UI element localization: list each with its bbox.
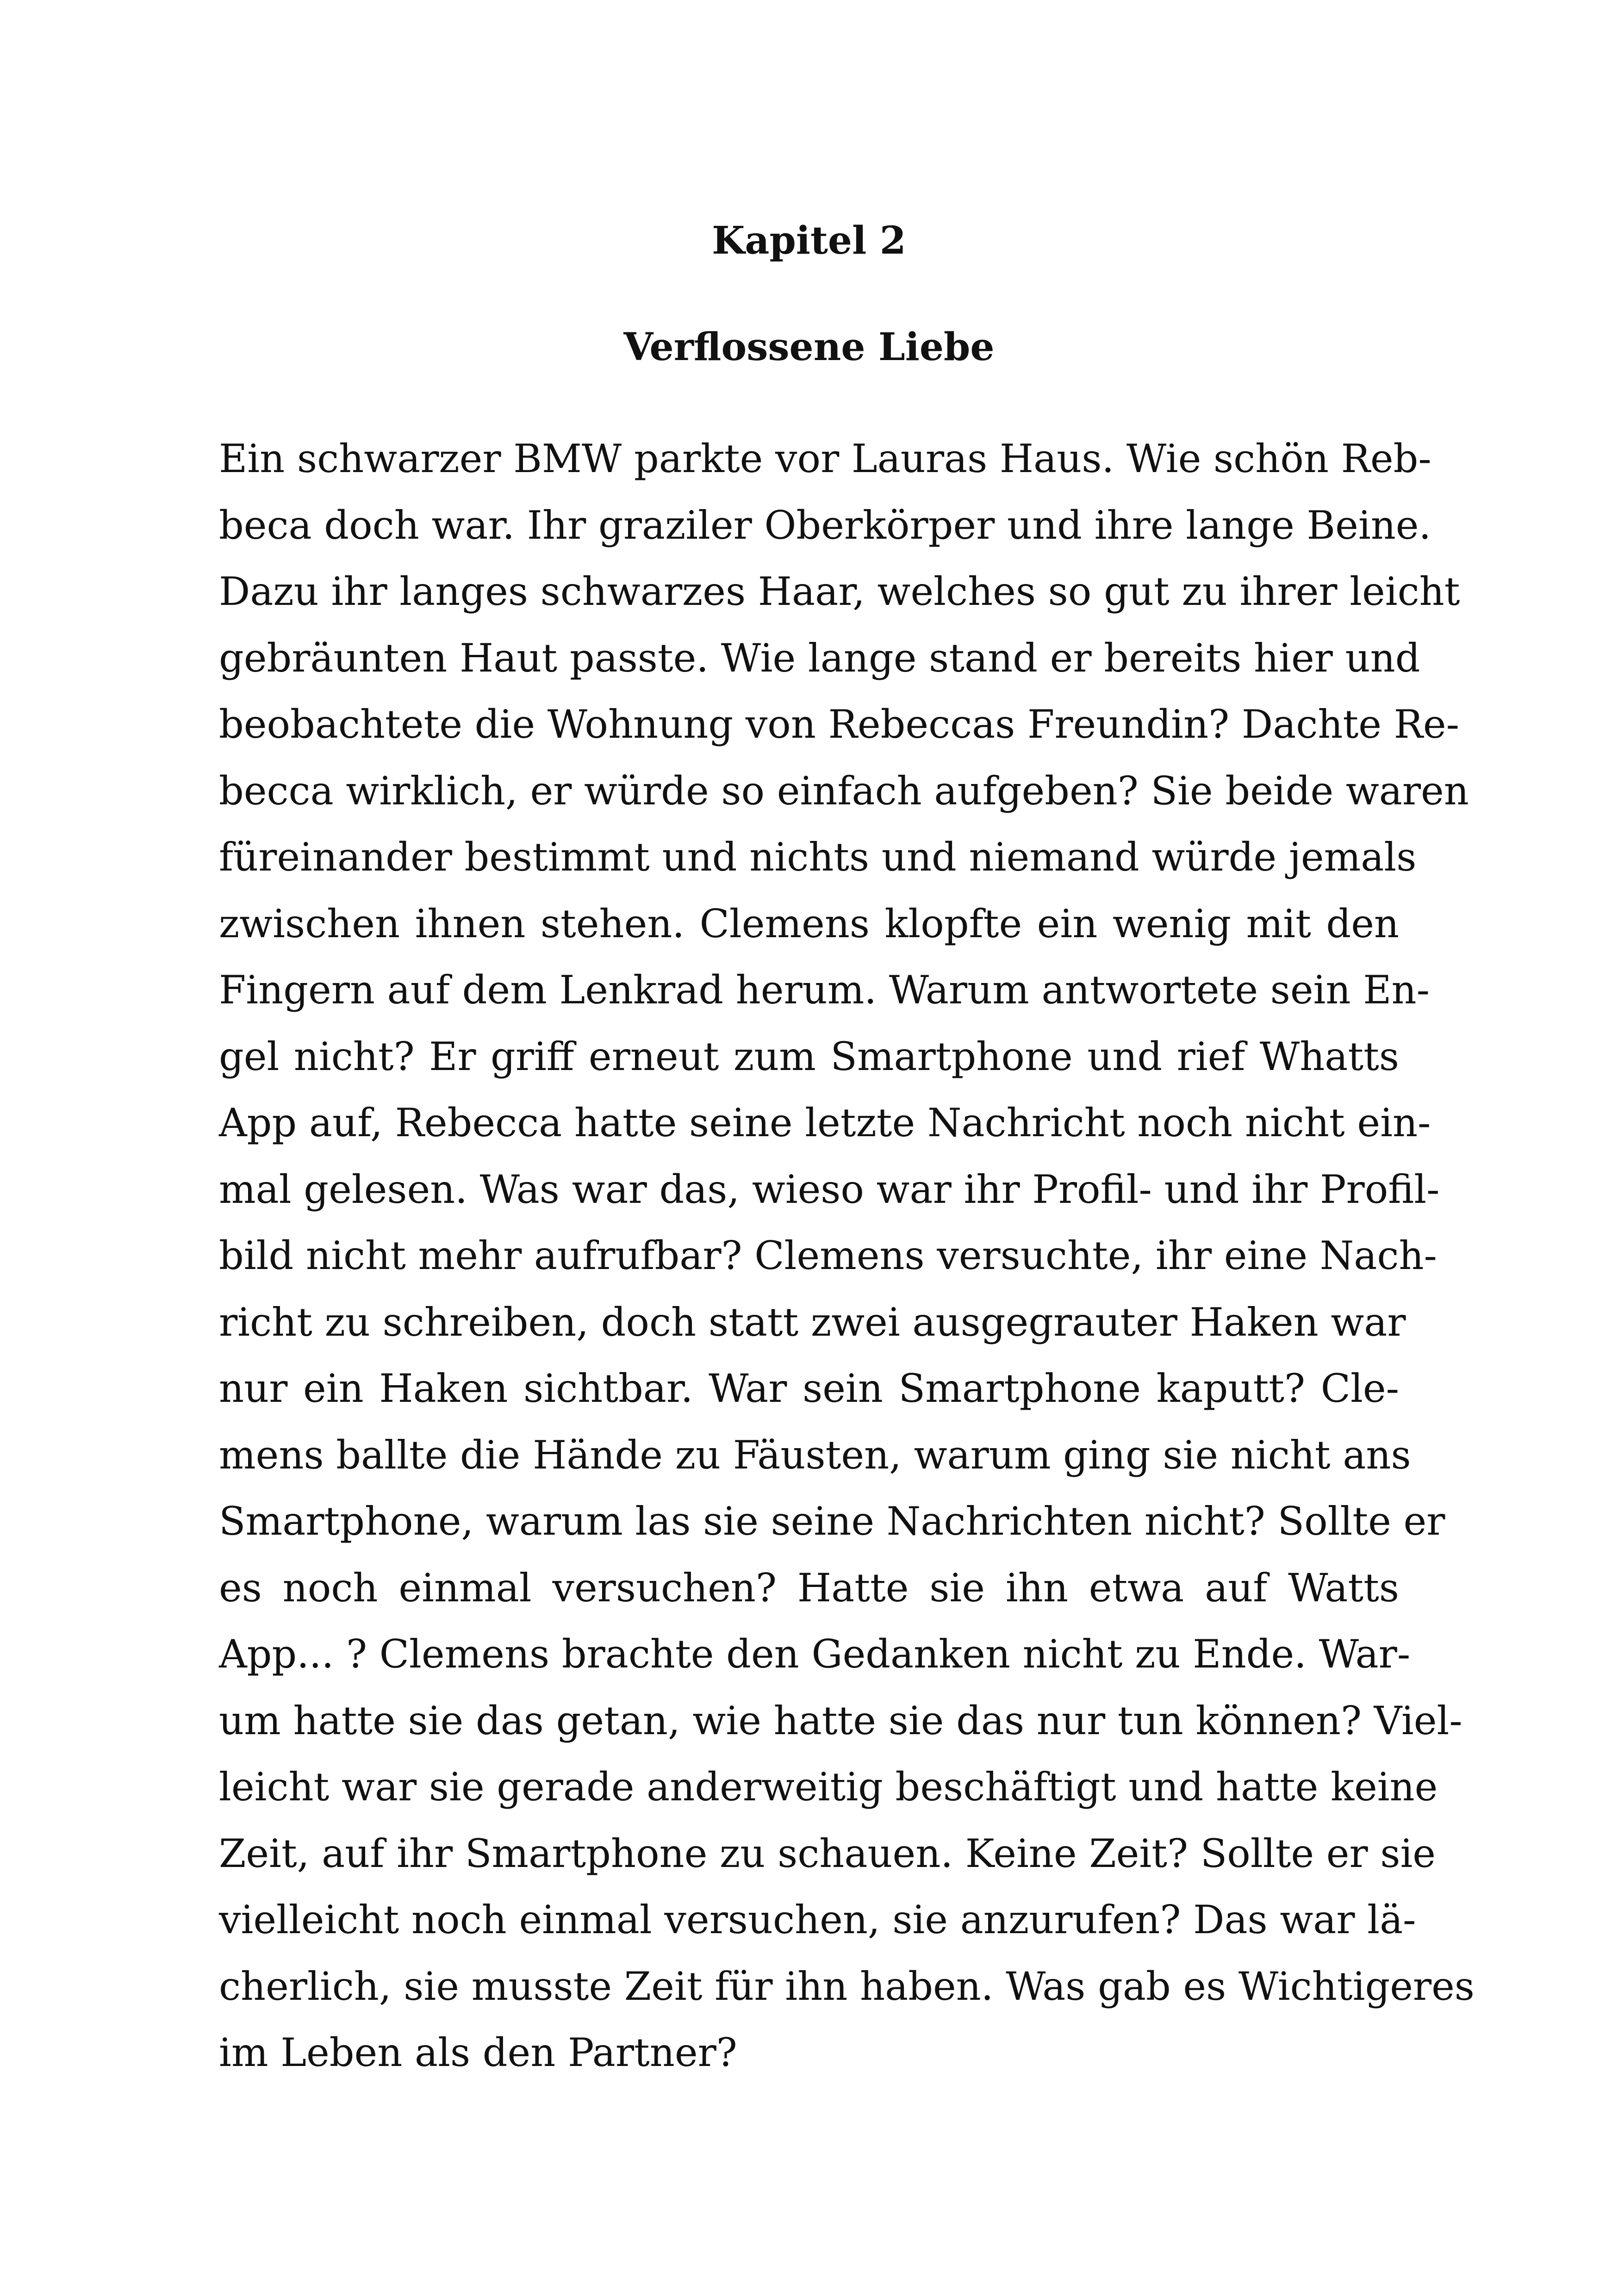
text-line: um hatte sie das getan, wie hatte sie das nur tun können? Viel- bbox=[219, 1698, 1462, 1743]
text-line: Smartphone, warum las sie seine Nachrichten nicht? Sollte er bbox=[219, 1499, 1445, 1544]
text-line: beobachtete die Wohnung von Rebeccas Freundin? Dachte Re- bbox=[219, 702, 1459, 747]
text-line: becca wirklich, er würde so einfach aufgeben? Sie beide waren bbox=[219, 768, 1469, 814]
text-line: vielleicht noch einmal versuchen, sie anzurufen? Das war lä- bbox=[219, 1897, 1416, 1942]
text-line: nur ein Haken sichtbar. War sein Smartphone kaputt? Cle- bbox=[219, 1366, 1399, 1411]
text-line: leicht war sie gerade anderweitig beschäftigt und hatte keine bbox=[219, 1764, 1438, 1810]
text-line: mal gelesen. Was war das, wieso war ihr Profil- und ihr Profil- bbox=[219, 1166, 1440, 1212]
text-line: füreinander bestimmt und nichts und niemand würde jemals bbox=[219, 834, 1417, 880]
chapter-body-text bbox=[219, 426, 1475, 2086]
text-line: im Leben als den Partner? bbox=[219, 2030, 737, 2075]
chapter-number: Kapitel 2 bbox=[712, 218, 906, 263]
chapter-title: Verflossene Liebe bbox=[623, 325, 995, 369]
text-line: beca doch war. Ihr graziler Oberkörper und ihre lange Beine. bbox=[219, 502, 1431, 548]
text-line: Dazu ihr langes schwarzes Haar, welches so gut zu ihrer leicht bbox=[219, 569, 1460, 614]
text-line: es noch einmal versuchen? Hatte sie ihn etwa auf Watts bbox=[219, 1565, 1399, 1611]
text-line: Zeit, auf ihr Smartphone zu schauen. Keine Zeit? Sollte er sie bbox=[219, 1830, 1436, 1876]
text-line: mens ballte die Hände zu Fäusten, warum ging sie nicht ans bbox=[219, 1432, 1411, 1478]
text-line: Ein schwarzer BMW parkte vor Lauras Haus. Wie schön Reb- bbox=[219, 436, 1431, 481]
text-line: gel nicht? Er griff erneut zum Smartphone und rief Whatts bbox=[219, 1033, 1399, 1079]
text-line: zwischen ihnen stehen. Clemens klopfte ein wenig mit den bbox=[219, 901, 1399, 946]
text-line: gebräunten Haut passte. Wie lange stand er bereits hier und bbox=[219, 635, 1420, 681]
text-line: Fingern auf dem Lenkrad herum. Warum antwortete sein En- bbox=[219, 967, 1430, 1013]
text-line: App... ? Clemens brachte den Gedanken nicht zu Ende. War- bbox=[219, 1631, 1411, 1677]
text-line: App auf, Rebecca hatte seine letzte Nachricht noch nicht ein- bbox=[219, 1100, 1431, 1145]
text-line: bild nicht mehr aufrufbar? Clemens versuchte, ihr eine Nach- bbox=[219, 1233, 1437, 1278]
text-line: cherlich, sie musste Zeit für ihn haben. Was gab es Wichtigeres bbox=[219, 1963, 1475, 2009]
text-line: richt zu schreiben, doch statt zwei ausgegrauter Haken war bbox=[219, 1299, 1406, 1345]
